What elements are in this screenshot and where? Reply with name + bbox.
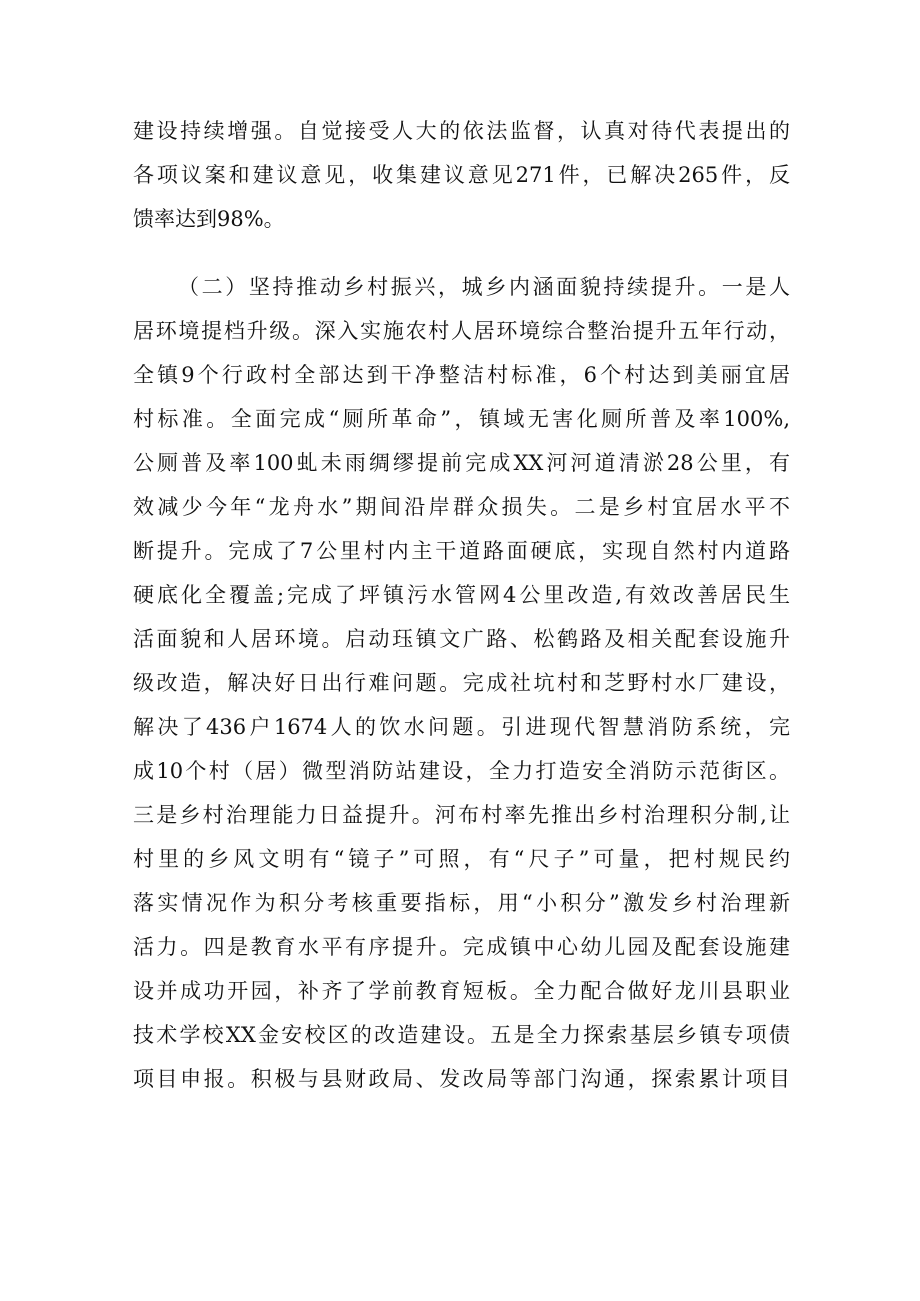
paragraph-2-line: 村标准。全面完成“厕所革命”，镇域无害化厕所普及率100%, (133, 407, 790, 431)
paragraph-2-line: 活面貌和人居环境。启动珏镇文广路、松鹤路及相关配套设施升 (133, 627, 790, 651)
paragraph-2-line: 活力。四是教育水平有序提升。完成镇中心幼儿园及配套设施建 (133, 935, 790, 959)
paragraph-2-line: 村里的乡风文明有“镜子”可照，有“尺子”可量，把村规民约 (133, 847, 790, 871)
paragraph-2-line: 解决了436户1674人的饮水问题。引进现代智慧消防系统，完 (133, 715, 790, 739)
paragraph-2-line: 项目申报。积极与县财政局、发改局等部门沟通，探索累计项目 (133, 1067, 790, 1091)
paragraph-1-line: 馈率达到98%。 (133, 207, 285, 231)
paragraph-2-line: 级改造，解决好日出行难问题。完成社坑村和芝野村水厂建设， (133, 671, 790, 695)
paragraph-1-line: 各项议案和建议意见，收集建议意见271件，已解决265件，反 (133, 163, 790, 187)
paragraph-2-line: 效减少今年“龙舟水”期间沿岸群众损失。二是乡村宜居水平不 (133, 495, 790, 519)
paragraph-2-line: 三是乡村治理能力日益提升。河布村率先推出乡村治理积分制,让 (133, 803, 790, 827)
paragraph-2-line: 硬底化全覆盖;完成了坪镇污水管网4公里改造,有效改善居民生 (133, 583, 790, 607)
paragraph-2-line: 落实情况作为积分考核重要指标，用“小积分”激发乡村治理新 (133, 891, 790, 915)
paragraph-1-line: 建设持续增强。自觉接受人大的依法监督，认真对待代表提出的 (133, 119, 790, 143)
paragraph-2-line: 断提升。完成了7公里村内主干道路面硬底，实现自然村内道路 (133, 539, 790, 563)
paragraph-2-line: 全镇9个行政村全部达到干净整洁村标准，6个村达到美丽宜居 (133, 363, 790, 387)
paragraph-2-line: 成10个村（居）微型消防站建设，全力打造安全消防示范街区。 (133, 759, 790, 783)
paragraph-2-line: 公厕普及率100虬未雨绸缪提前完成XX河河道清淤28公里，有 (133, 451, 790, 475)
paragraph-2-line: （二）坚持推动乡村振兴，城乡内涵面貌持续提升。一是人 (178, 275, 790, 299)
paragraph-2-line: 设并成功开园，补齐了学前教育短板。全力配合做好龙川县职业 (133, 979, 790, 1003)
paragraph-2-line: 技术学校XX金安校区的改造建设。五是全力探索基层乡镇专项债 (133, 1023, 790, 1047)
paragraph-2-line: 居环境提档升级。深入实施农村人居环境综合整治提升五年行动， (133, 319, 790, 343)
